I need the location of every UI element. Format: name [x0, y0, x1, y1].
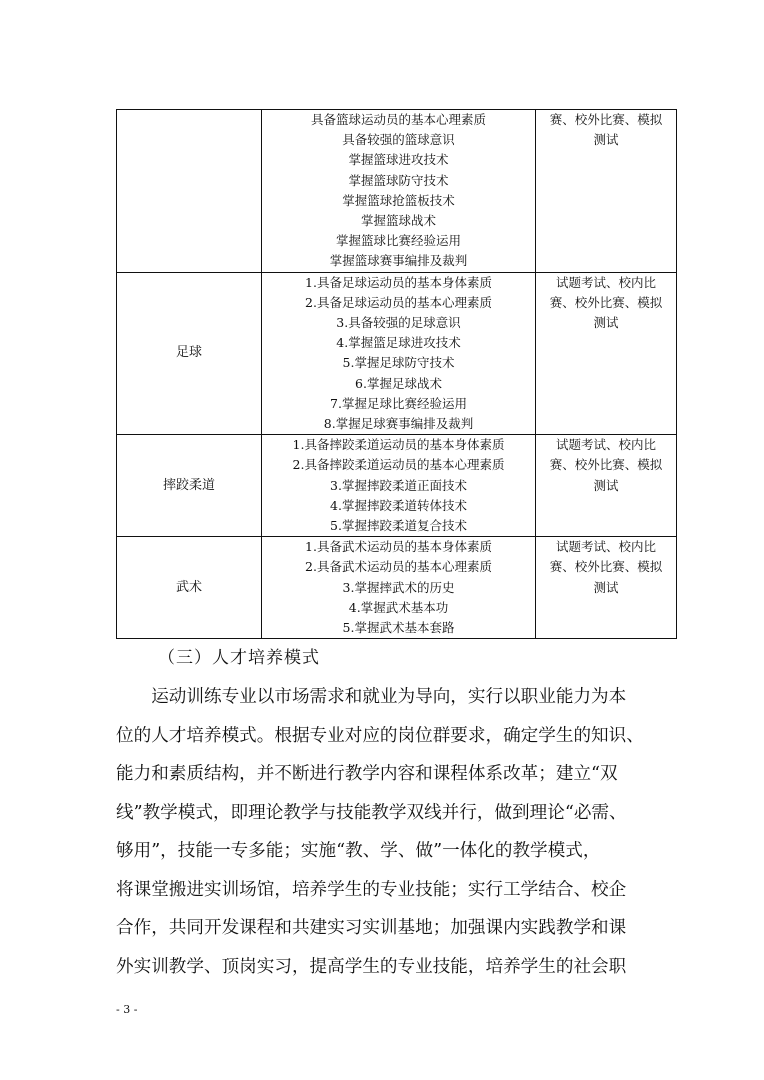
- content-line: 1.具备武术运动员的基本身体素质: [305, 539, 492, 555]
- table-body: [117, 110, 677, 639]
- paragraph-line: 将课堂搬进实训场馆，培养学生的专业技能；实行工学结合、校企: [116, 879, 627, 900]
- content-line: 7.掌握足球比赛经验运用: [330, 395, 467, 411]
- assessment-line: 赛、校外比赛、模拟: [549, 112, 663, 127]
- content-line: 具备较强的篮球意识: [342, 132, 455, 148]
- assessment-method-cell: [536, 537, 677, 639]
- content-line: 8.掌握足球赛事编排及裁判: [323, 416, 474, 432]
- content-line: 3.掌握摔跤柔道正面技术: [330, 477, 467, 493]
- assessment-line: 赛、校外比赛、模拟: [549, 559, 663, 575]
- assessment-line: 试题考试、校内比: [555, 274, 656, 290]
- content-line: 掌握篮球战术: [360, 213, 436, 229]
- sport-name-cell: [117, 110, 262, 273]
- assessment-method-cell: [536, 272, 677, 435]
- training-content-cell: [262, 110, 536, 273]
- content-line: 6.掌握足球战术: [355, 375, 442, 391]
- content-line: 5.掌握武术基本套路: [342, 620, 455, 636]
- sport-name-cell: 武术: [117, 537, 262, 639]
- training-content-cell: [262, 435, 536, 537]
- content-line: 具备篮球运动员的基本心理素质: [310, 112, 486, 127]
- training-content-cell: [262, 272, 536, 435]
- content-line: 掌握篮球防守技术: [348, 172, 449, 188]
- content-line: 掌握篮球赛事编排及裁判: [329, 253, 468, 269]
- paragraph-line: 合作，共同开发课程和共建实习实训基地；加强课内实践教学和课: [116, 918, 627, 938]
- paragraph-line: 位的人才培养模式。根据专业对应的岗位群要求，确定学生的知识、: [116, 725, 644, 746]
- content-line: 掌握篮球比赛经验运用: [335, 233, 461, 249]
- body-paragraph: [116, 678, 672, 986]
- section-heading: （三）人才培养模式: [158, 648, 320, 668]
- sport-name-cell: 摔跤柔道: [117, 435, 262, 537]
- assessment-line: 测试: [593, 132, 619, 148]
- content-line: 掌握篮球抢篮板技术: [342, 192, 455, 208]
- table-row: [117, 435, 677, 537]
- assessment-line: 测试: [593, 579, 619, 595]
- content-line: 掌握篮球进攻技术: [348, 152, 449, 168]
- content-line: 5.掌握摔跤柔道复合技术: [330, 518, 467, 534]
- table-row: [117, 110, 677, 273]
- paragraph-line: 能力和素质结构，并不断进行教学内容和课程体系改革；建立“双: [116, 764, 618, 784]
- table-row: [117, 272, 677, 435]
- assessment-line: 赛、校外比赛、模拟: [549, 457, 663, 473]
- paragraph-line: 运动训练专业以市场需求和就业为导向，实行以职业能力为本: [116, 687, 627, 707]
- assessment-method-cell: [536, 435, 677, 537]
- training-content-cell: [262, 537, 536, 639]
- assessment-line: 测试: [593, 315, 619, 331]
- paragraph-line: 够用”，技能一专多能；实施“教、学、做”一体化的教学模式，: [116, 841, 601, 861]
- assessment-line: 试题考试、校内比: [555, 539, 656, 555]
- content-line: 1.具备足球运动员的基本身体素质: [305, 274, 492, 290]
- content-line: 2.具备武术运动员的基本心理素质: [305, 559, 492, 575]
- content-line: 3.掌握摔武术的历史: [342, 579, 455, 595]
- content-line: 5.掌握足球防守技术: [342, 355, 455, 371]
- content-line: 1.具备摔跤柔道运动员的基本身体素质: [292, 437, 505, 453]
- sport-name-cell: 足球: [117, 272, 262, 435]
- course-outline-table: [116, 109, 677, 639]
- content-line: 4.掌握武术基本功: [348, 599, 449, 615]
- paragraph-line: 线”教学模式，即理论教学与技能教学双线并行，做到理论“必需、: [116, 802, 627, 823]
- assessment-method-cell: [536, 110, 677, 273]
- paragraph-line: 外实训教学、顶岗实习，提高学生的专业技能，培养学生的社会职: [116, 956, 627, 977]
- page-number: - 3 -: [116, 1003, 138, 1016]
- content-line: 4.掌握篮足球进攻技术: [336, 335, 461, 351]
- content-line: 2.具备摔跤柔道运动员的基本心理素质: [292, 457, 505, 473]
- content-line: 3.具备较强的足球意识: [336, 315, 461, 331]
- content-line: 4.掌握摔跤柔道转体技术: [330, 497, 467, 513]
- table-row: [117, 537, 677, 639]
- content-line: 2.具备足球运动员的基本心理素质: [305, 294, 492, 310]
- assessment-line: 赛、校外比赛、模拟: [549, 294, 663, 310]
- assessment-line: 试题考试、校内比: [555, 437, 656, 453]
- assessment-line: 测试: [593, 477, 619, 493]
